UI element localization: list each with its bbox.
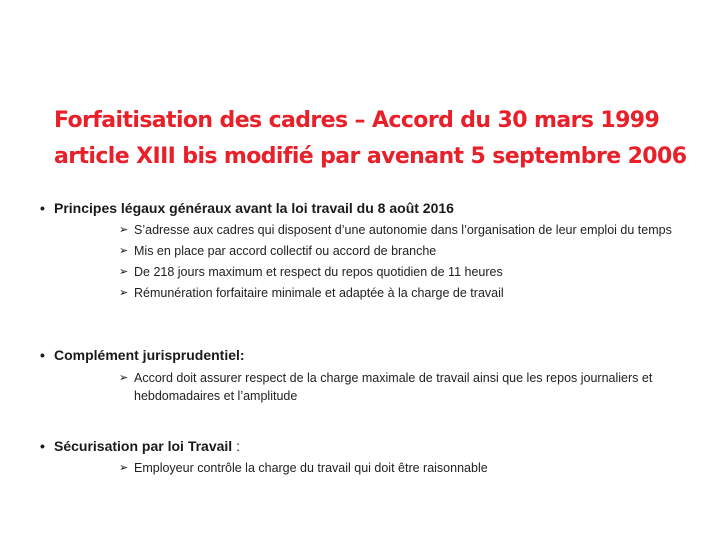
arrow-bullet-icon: ➢ [119, 372, 129, 384]
bullet-icon: • [40, 200, 45, 216]
list-item-text: Accord doit assurer respect de la charge maximale de travail ainsi que les repos journaliers et hebdomadaires et l’amplitude [134, 371, 653, 403]
list-item [119, 220, 700, 241]
sub-list [40, 458, 700, 479]
list-item-text: Mis en place par accord collectif ou accord de branche [134, 244, 437, 258]
section-heading-text: Sécurisation par loi Travail [54, 438, 233, 454]
section-legal-principles [40, 198, 700, 304]
title-line-2: article XIII bis modifié par avenant 5 septembre 2006 [54, 144, 687, 169]
section-heading [40, 436, 700, 456]
section-heading-text: Complément jurisprudentiel: [54, 347, 245, 363]
arrow-bullet-icon: ➢ [119, 245, 129, 257]
section-loi-travail [40, 436, 700, 479]
section-heading-text: Principes légaux généraux avant la loi travail du 8 août 2016 [54, 200, 454, 216]
list-item [119, 367, 654, 405]
arrow-bullet-icon: ➢ [119, 287, 129, 299]
sub-list [40, 367, 700, 405]
list-item-text: S’adresse aux cadres qui disposent d’une autonomie dans l’organisation de leur emploi du temps [134, 223, 672, 237]
arrow-bullet-icon: ➢ [119, 224, 129, 236]
section-heading-suffix: : [232, 438, 240, 454]
list-item [119, 262, 700, 283]
section-jurisprudence [40, 345, 700, 405]
arrow-bullet-icon: ➢ [119, 266, 129, 278]
list-item [119, 283, 700, 304]
arrow-bullet-icon: ➢ [119, 462, 129, 474]
list-item [119, 241, 700, 262]
section-heading [40, 198, 700, 218]
title-line-1: Forfaitisation des cadres – Accord du 30 mars 1999 [54, 108, 660, 133]
slide-title [54, 103, 694, 175]
list-item-text: Rémunération forfaitaire minimale et adaptée à la charge de travail [134, 286, 504, 300]
bullet-icon: • [40, 347, 45, 363]
list-item-text: De 218 jours maximum et respect du repos quotidien de 11 heures [134, 265, 503, 279]
sub-list [40, 220, 700, 304]
bullet-icon: • [40, 438, 45, 454]
section-heading [40, 345, 700, 365]
list-item [119, 458, 700, 479]
list-item-text: Employeur contrôle la charge du travail qui doit être raisonnable [134, 461, 488, 475]
